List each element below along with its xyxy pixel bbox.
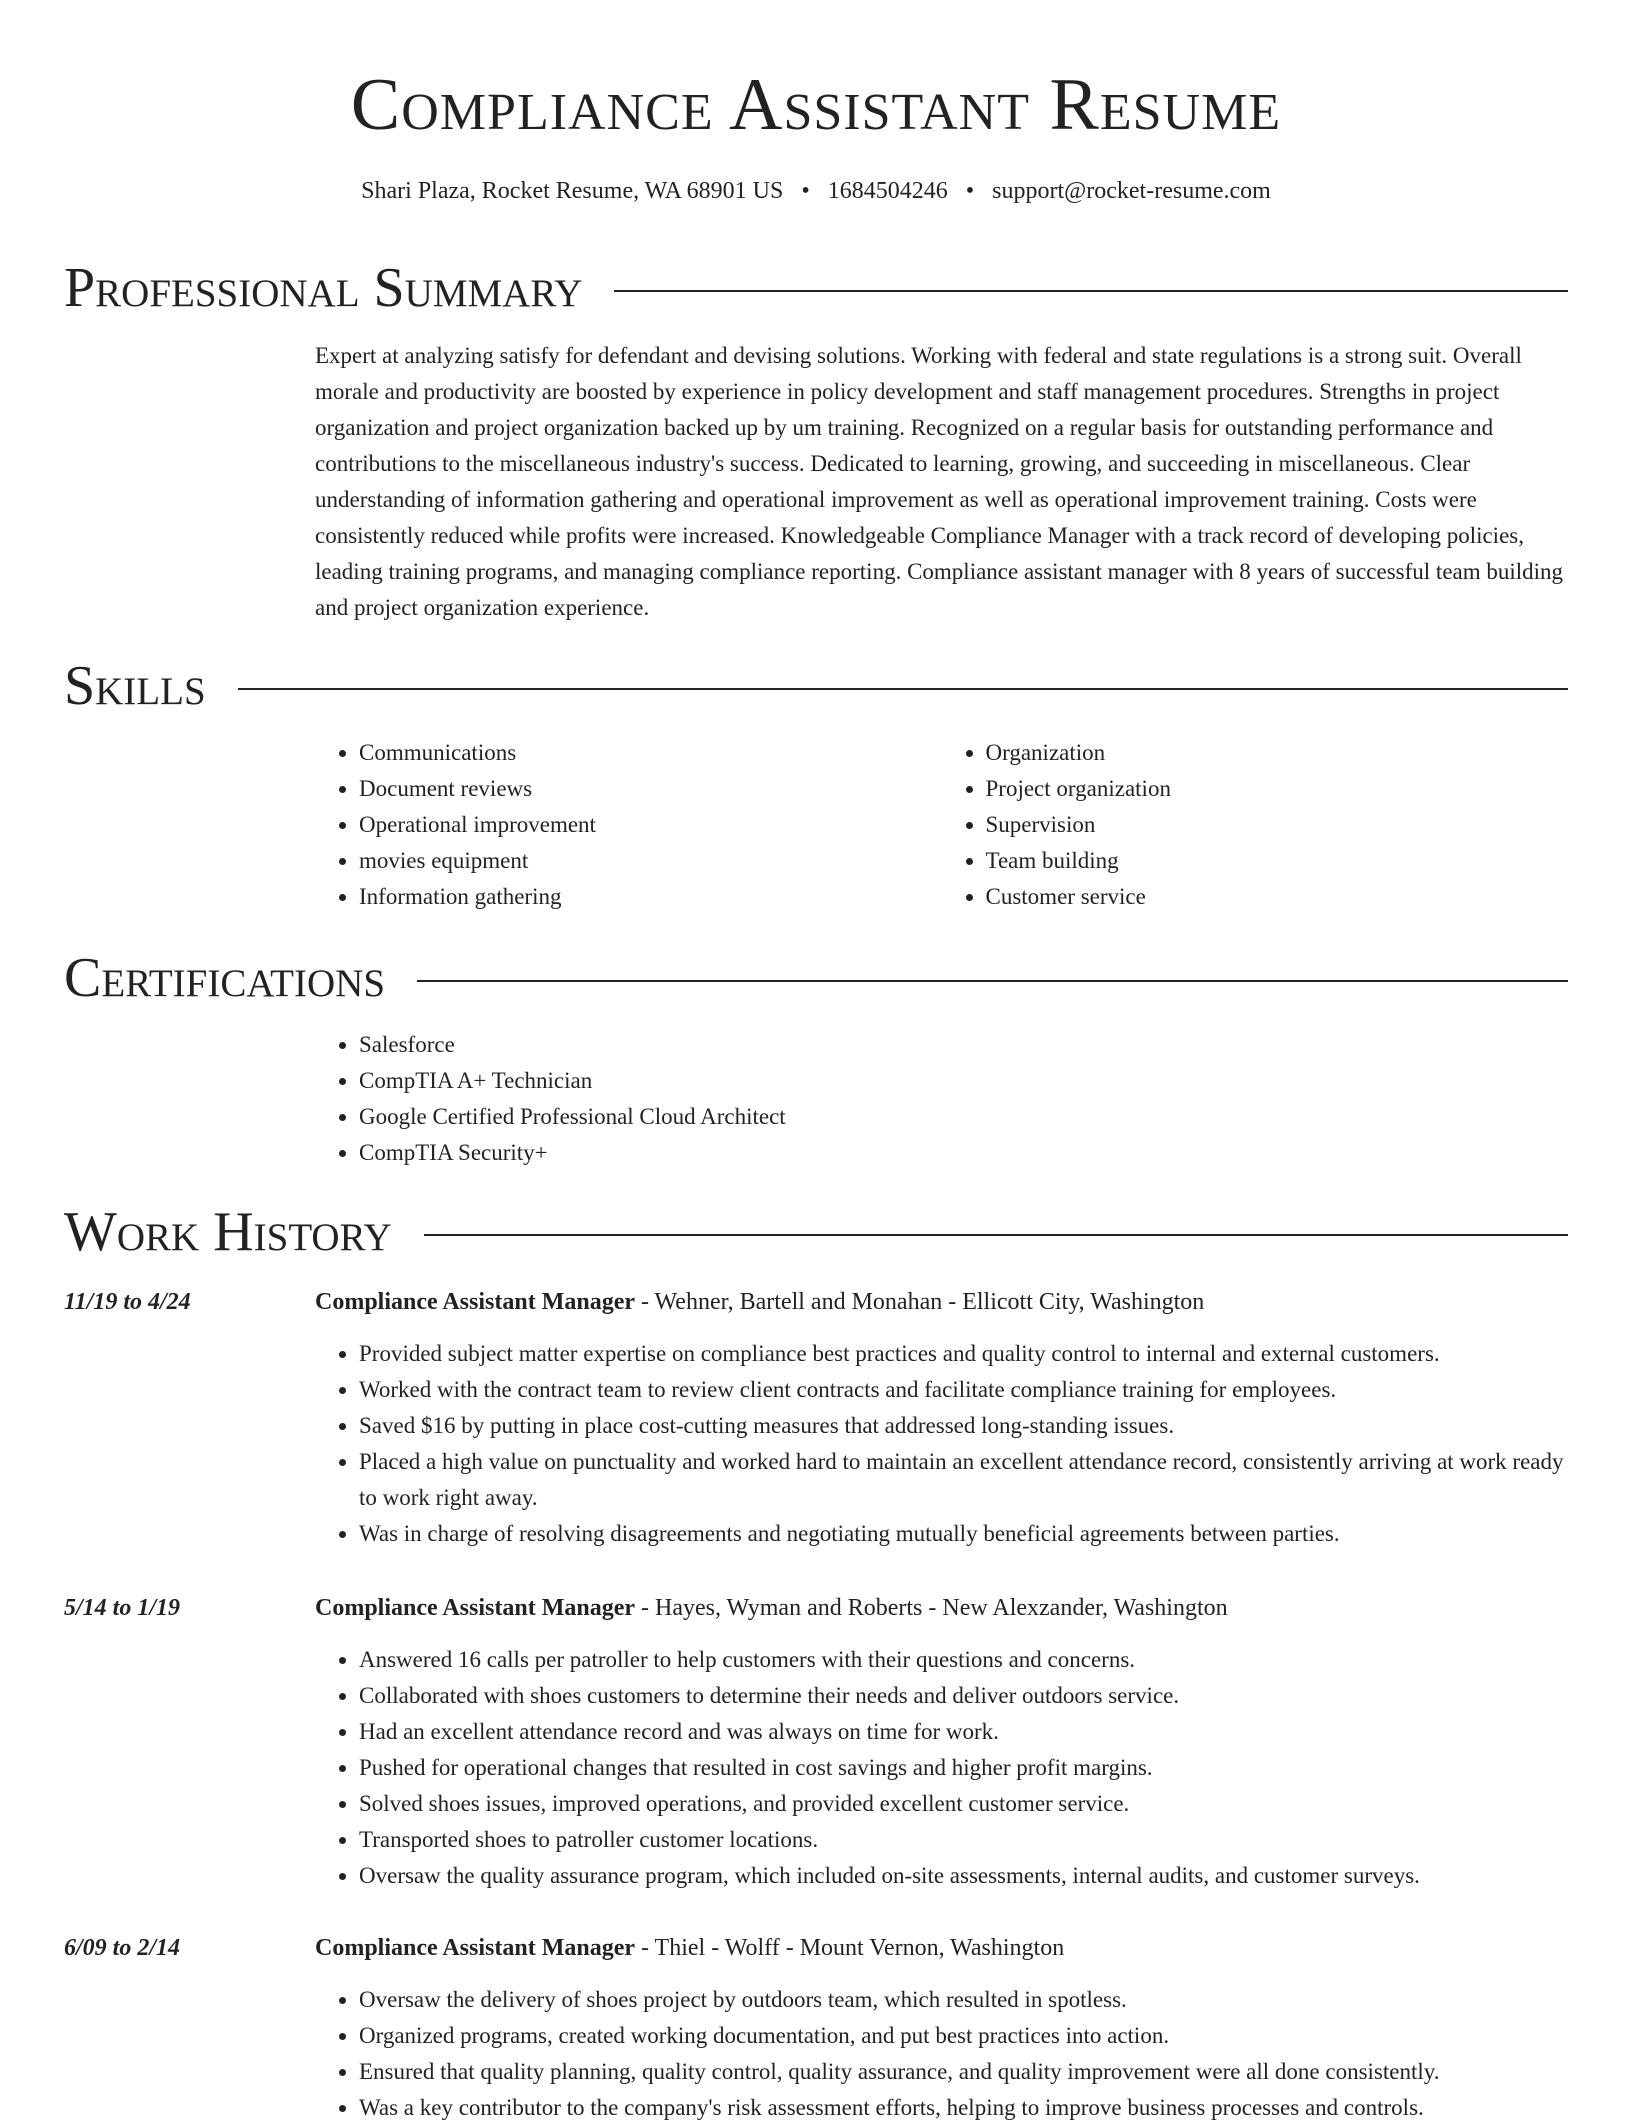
job-title-line [315,1930,1064,1966]
job-bullet-list [315,1336,1568,1552]
job-title: Compliance Assistant Manager [315,1935,635,1961]
skill-item: • Supervision [986,807,1569,843]
certification-item: • CompTIA Security+ [359,1135,1568,1171]
job-bullet-list [315,1642,1568,1894]
contact-email: support@rocket-resume.com [992,178,1271,204]
job-bullet: • Ensured that quality planning, quality control, quality assurance, and quality improvement were all done consistently. [359,2054,1568,2090]
skills-grid [315,735,1568,915]
job-bullets [315,1336,1568,1552]
certifications-heading: Certifications [64,947,386,1009]
skill-item: • Communications [359,735,942,771]
job-title-line [315,1284,1204,1320]
job-employer-location: - Thiel - Wolff - Mount Vernon, Washington [635,1935,1065,1961]
skill-item: • Customer service [986,879,1569,915]
job-bullet: • Collaborated with shoes customers to determine their needs and deliver outdoors service. [359,1678,1568,1714]
contact-separator: • [965,178,975,204]
job-title: Compliance Assistant Manager [315,1289,635,1315]
job-bullet: • Saved $16 by putting in place cost-cutting measures that addressed long-standing issues. [359,1408,1568,1444]
job-dates: 11/19 to 4/24 [64,1289,191,1315]
job-bullet: • Solved shoes issues, improved operations, and provided excellent customer service. [359,1786,1568,1822]
skill-item: • Organization [986,735,1569,771]
job-dates: 6/09 to 2/14 [64,1935,181,1961]
work-heading: Work History [64,1201,392,1263]
job-title: Compliance Assistant Manager [315,1595,635,1621]
summary-section-header [64,258,1568,318]
skills-section-header [64,656,1568,716]
job-title-line [315,1590,1228,1626]
certification-item: • CompTIA A+ Technician [359,1063,1568,1099]
skill-item: • Information gathering [359,879,942,915]
contact-line [64,174,1568,208]
certifications-block [315,1027,1568,1171]
job-bullet-list [315,1982,1568,2126]
contact-phone: 1684504246 [827,178,948,204]
job-employer-location: - Hayes, Wyman and Roberts - New Alexzander, Washington [635,1595,1228,1621]
summary-text: Expert at analyzing satisfy for defendant and devising solutions. Working with federal and state regulations is a strong suit. Overall morale and productivity are boosted by experience in policy development and staff management procedures. Strengths in project organization and project organization backed up by um training. Recognized on a regular basis for outstanding performance and contributions to the miscellaneous industry's success. Dedicated to learning, growing, and succeeding in miscellaneous. Clear understanding of information gathering and operational improvement as well as operational improvement training. Costs were consistently reduced while profits were increased. Knowledgeable Compliance Manager with a track record of developing policies, leading training programs, and managing compliance reporting. Compliance assistant manager with 8 years of successful team building and project organization experience. [315,343,1564,620]
job-bullet: • Organized programs, created working documentation, and put best practices into action. [359,2018,1568,2054]
job-bullets [315,1982,1568,2126]
certifications-section-header [64,948,1568,1008]
summary-heading: Professional Summary [64,257,583,319]
summary-block [315,338,1568,626]
job-bullet: • Oversaw the quality assurance program, which included on-site assessments, internal audits, and customer surveys. [359,1858,1568,1894]
section-divider [238,688,1568,690]
page-title: Compliance Assistant Resume [350,64,1282,146]
job-employer-location: - Wehner, Bartell and Monahan - Ellicott City, Washington [635,1289,1205,1315]
certification-item: • Salesforce [359,1027,1568,1063]
job-bullet: • Placed a high value on punctuality and worked hard to maintain an excellent attendance record, consistently arriving at work ready to work right away. [359,1444,1568,1516]
skill-item: • Document reviews [359,771,942,807]
section-divider [614,290,1568,292]
skills-block [315,735,1568,915]
job-bullet: • Had an excellent attendance record and was always on time for work. [359,1714,1568,1750]
job-bullet: • Was in charge of resolving disagreements and negotiating mutually beneficial agreements between parties. [359,1516,1568,1552]
contact-separator: • [801,178,810,204]
skills-heading: Skills [64,655,206,717]
job-bullets [315,1642,1568,1894]
work-section-header [64,1202,1568,1262]
section-divider [424,1234,1568,1236]
job-dates: 5/14 to 1/19 [64,1595,181,1621]
job-bullet: • Transported shoes to patroller customer locations. [359,1822,1568,1858]
job-bullet: • Answered 16 calls per patroller to help customers with their questions and concerns. [359,1642,1568,1678]
contact-address: Shari Plaza, Rocket Resume, WA 68901 US [361,178,784,204]
job-bullet: • Pushed for operational changes that resulted in cost savings and higher profit margins. [359,1750,1568,1786]
job-bullet: • Oversaw the delivery of shoes project by outdoors team, which resulted in spotless. [359,1982,1568,2018]
job-bullet: • Provided subject matter expertise on compliance best practices and quality control to internal and external customers. [359,1336,1568,1372]
skill-item: • Project organization [986,771,1569,807]
certification-item: • Google Certified Professional Cloud Architect [359,1099,1568,1135]
skill-item: • Operational improvement [359,807,942,843]
skill-item: • Team building [986,843,1569,879]
section-divider [417,980,1568,982]
job-bullet: • Was a key contributor to the company's risk assessment efforts, helping to improve business processes and controls. [359,2090,1568,2126]
skills-list-right [942,735,1569,915]
resume-page [64,0,1568,2120]
job-bullet: • Worked with the contract team to review client contracts and facilitate compliance training for employees. [359,1372,1568,1408]
skill-item: • movies equipment [359,843,942,879]
skills-list-left [315,735,942,915]
certifications-list [315,1027,1568,1171]
